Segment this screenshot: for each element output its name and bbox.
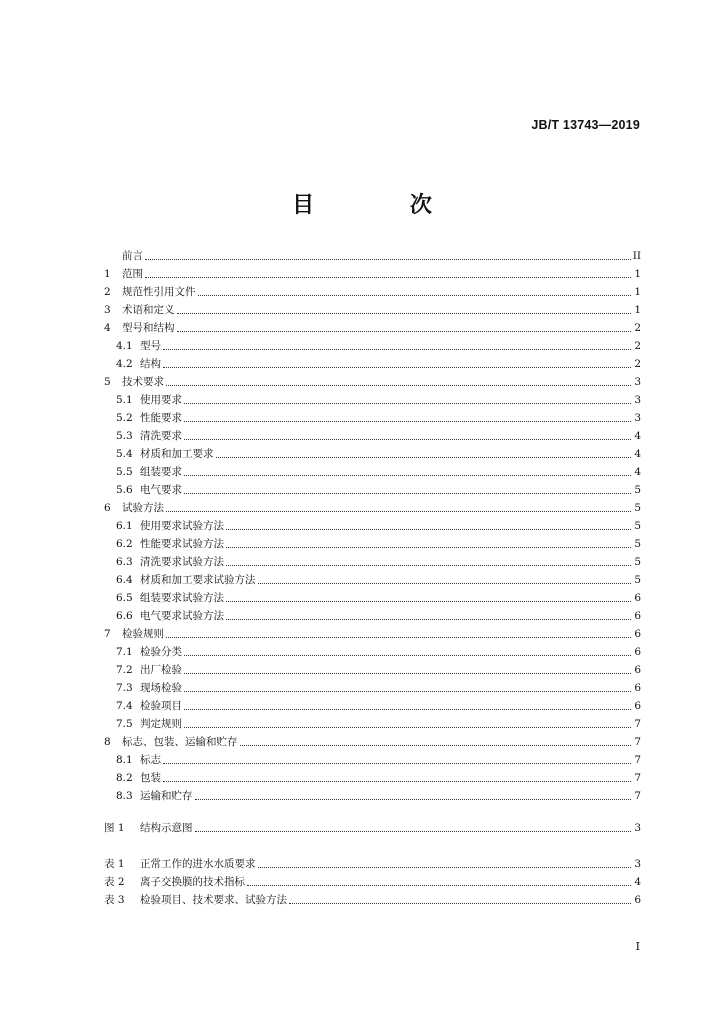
- toc-entry[interactable]: [116, 680, 641, 696]
- toc-entry-label: 术语和定义: [122, 304, 175, 316]
- tables-entry-label: 离子交换膜的技术指标: [140, 876, 245, 888]
- toc-entry-page: 1: [634, 268, 641, 280]
- tables-entry[interactable]: [104, 856, 641, 872]
- toc-entry[interactable]: [116, 482, 641, 498]
- toc-entry[interactable]: [116, 356, 641, 372]
- figures-entry-number: 图 1: [104, 822, 125, 834]
- toc-entry-label: 电气要求试验方法: [140, 610, 224, 622]
- toc-entry-label: 型号和结构: [122, 322, 175, 334]
- toc-entry-label: 标志: [140, 754, 161, 766]
- dot-leader: [258, 857, 632, 868]
- toc-entry[interactable]: [104, 266, 641, 282]
- toc-entry-label: 电气要求: [140, 484, 182, 496]
- toc-entry[interactable]: [116, 338, 641, 354]
- dot-leader: [184, 663, 631, 674]
- toc-entry-label: 组装要求试验方法: [140, 592, 224, 604]
- toc-entry[interactable]: [116, 698, 641, 714]
- toc-entry-number: 6.5: [116, 592, 133, 604]
- dot-leader: [184, 411, 631, 422]
- toc-entry[interactable]: [116, 446, 641, 462]
- toc-entry-number: 2: [104, 286, 111, 298]
- dot-leader: [226, 609, 631, 620]
- standard-code: JB/T 13743—2019: [531, 118, 640, 132]
- toc-entry-page: 5: [634, 484, 641, 496]
- tables-entry[interactable]: [104, 892, 641, 908]
- toc-entry-label: 检验分类: [140, 646, 182, 658]
- dot-leader: [184, 465, 631, 476]
- dot-leader: [195, 821, 632, 832]
- toc-entry-page: 5: [634, 556, 641, 568]
- toc-entry-label: 材质和加工要求试验方法: [140, 574, 256, 586]
- toc-entry[interactable]: [116, 770, 641, 786]
- toc-entry-page: 4: [634, 430, 641, 442]
- toc-entry-number: 6.3: [116, 556, 133, 568]
- toc-entry[interactable]: [116, 428, 641, 444]
- toc-entry-number: 5.5: [116, 466, 133, 478]
- dot-leader: [184, 393, 631, 404]
- toc-entry-number: 4.2: [116, 358, 133, 370]
- dot-leader: [166, 375, 631, 386]
- dot-leader: [163, 357, 631, 368]
- toc-entry-number: 7.2: [116, 664, 133, 676]
- dot-leader: [163, 771, 631, 782]
- toc-entry[interactable]: [104, 500, 641, 516]
- tables-entry[interactable]: [104, 874, 641, 890]
- toc-entry-label: 材质和加工要求: [140, 448, 214, 460]
- toc-entry-label: 包装: [140, 772, 161, 784]
- toc-entry-page: 6: [634, 646, 641, 658]
- dot-leader: [177, 303, 632, 314]
- toc-entry-label: 结构: [140, 358, 161, 370]
- toc-entry-page: 7: [634, 754, 641, 766]
- toc-entry-page: 2: [634, 322, 641, 334]
- toc-entry-number: 8.3: [116, 790, 133, 802]
- toc-entry[interactable]: [116, 590, 641, 606]
- dot-leader: [184, 645, 631, 656]
- toc-entry-label: 技术要求: [122, 376, 164, 388]
- toc-entry[interactable]: [116, 716, 641, 732]
- tables-entry-label: 正常工作的进水水质要求: [140, 858, 256, 870]
- toc-entry-label: 出厂检验: [140, 664, 182, 676]
- toc-entry[interactable]: [116, 554, 641, 570]
- toc-entry[interactable]: [104, 734, 641, 750]
- toc-entry[interactable]: [116, 752, 641, 768]
- dot-leader: [247, 875, 631, 886]
- toc-entry-number: 5.2: [116, 412, 133, 424]
- toc-entry-number: 4: [104, 322, 111, 334]
- dot-leader: [145, 249, 631, 260]
- toc-entry-page: 6: [634, 628, 641, 640]
- toc-entry-label: 型号: [140, 340, 161, 352]
- tables-entry-page: 6: [634, 894, 641, 906]
- toc-entry-number: 3: [104, 304, 111, 316]
- toc-entry[interactable]: [104, 626, 641, 642]
- toc-entry-number: 5.4: [116, 448, 133, 460]
- tables-entry-number: 表 1: [104, 858, 125, 870]
- toc-entry-page: 6: [634, 682, 641, 694]
- toc-entry-page: 5: [634, 502, 641, 514]
- dot-leader: [289, 893, 631, 904]
- dot-leader: [184, 483, 631, 494]
- toc-entry-number: 8.2: [116, 772, 133, 784]
- toc-entry-label: 判定规则: [140, 718, 182, 730]
- toc-entry-label: 组装要求: [140, 466, 182, 478]
- dot-leader: [240, 735, 632, 746]
- dot-leader: [184, 699, 631, 710]
- tables-entry-number: 表 2: [104, 876, 125, 888]
- page-title: 目 次: [292, 193, 476, 218]
- toc-entry-label: 使用要求: [140, 394, 182, 406]
- toc-entry-number: 4.1: [116, 340, 133, 352]
- toc-entry[interactable]: [104, 320, 641, 336]
- tables-entry-page: 4: [634, 876, 641, 888]
- toc-entry-label: 运输和贮存: [140, 790, 193, 802]
- toc-entry-number: 5.6: [116, 484, 133, 496]
- dot-leader: [226, 519, 631, 530]
- toc-entry-label: 检验规则: [122, 628, 164, 640]
- tables-entry-number: 表 3: [104, 894, 125, 906]
- toc-entry[interactable]: [104, 302, 641, 318]
- dot-leader: [184, 681, 631, 692]
- tables-entry-label: 检验项目、技术要求、试验方法: [140, 894, 287, 906]
- toc-entry-label: 前言: [122, 250, 143, 262]
- toc-entry-number: 6: [104, 502, 111, 514]
- figures-entry[interactable]: [104, 820, 641, 836]
- toc-entry-number: 6.1: [116, 520, 133, 532]
- toc-entry-page: 4: [634, 448, 641, 460]
- toc-entry-page: 1: [634, 304, 641, 316]
- dot-leader: [198, 285, 632, 296]
- figures-entry-label: 结构示意图: [140, 822, 193, 834]
- figures-entry-page: 3: [634, 822, 641, 834]
- toc-entry-page: 5: [634, 574, 641, 586]
- toc-entry[interactable]: [116, 662, 641, 678]
- dot-leader: [184, 717, 631, 728]
- toc-entry-label: 现场检验: [140, 682, 182, 694]
- toc-entry-page: 6: [634, 664, 641, 676]
- toc-entry[interactable]: [116, 392, 641, 408]
- dot-leader: [163, 753, 631, 764]
- page-number: I: [635, 940, 640, 953]
- toc-entry-number: 7.3: [116, 682, 133, 694]
- toc-entry-page: 5: [634, 520, 641, 532]
- toc-entry[interactable]: [116, 536, 641, 552]
- toc-entry-number: 7.1: [116, 646, 133, 658]
- toc-entry-label: 清洗要求试验方法: [140, 556, 224, 568]
- toc-entry-number: 6.4: [116, 574, 133, 586]
- toc-entry-label: 性能要求试验方法: [140, 538, 224, 550]
- toc-entry-page: 6: [634, 610, 641, 622]
- dot-leader: [258, 573, 632, 584]
- toc-entry-number: 5.3: [116, 430, 133, 442]
- dot-leader: [195, 789, 632, 800]
- toc-entry-page: 3: [634, 376, 641, 388]
- dot-leader: [226, 555, 631, 566]
- dot-leader: [226, 537, 631, 548]
- toc-entry-label: 标志、包装、运输和贮存: [122, 736, 238, 748]
- toc-entry-page: 7: [634, 736, 641, 748]
- tables-entry-page: 3: [634, 858, 641, 870]
- toc-entry-number: 7: [104, 628, 111, 640]
- toc-entry[interactable]: [116, 608, 641, 624]
- toc-entry-page: 5: [634, 538, 641, 550]
- dot-leader: [177, 321, 632, 332]
- toc-entry[interactable]: [104, 284, 641, 300]
- toc-entry-number: 5: [104, 376, 111, 388]
- dot-leader: [166, 501, 631, 512]
- toc-entry[interactable]: [104, 374, 641, 390]
- toc-entry-label: 清洗要求: [140, 430, 182, 442]
- dot-leader: [163, 339, 631, 350]
- toc-entry-page: 3: [634, 394, 641, 406]
- toc-entry-number: 8: [104, 736, 111, 748]
- toc-entry[interactable]: [116, 518, 641, 534]
- toc-entry[interactable]: [116, 788, 641, 804]
- toc-entry[interactable]: [116, 644, 641, 660]
- toc-entry[interactable]: [116, 410, 641, 426]
- toc-entry-label: 范围: [122, 268, 143, 280]
- toc-entry-page: 7: [634, 718, 641, 730]
- toc-entry-label: 使用要求试验方法: [140, 520, 224, 532]
- dot-leader: [145, 267, 631, 278]
- toc-entry-page: 2: [634, 358, 641, 370]
- toc-entry-number: 7.4: [116, 700, 133, 712]
- toc-entry-page: 6: [634, 592, 641, 604]
- toc-entry[interactable]: [104, 248, 641, 264]
- toc-entry-page: II: [632, 250, 641, 262]
- toc-entry[interactable]: [116, 572, 641, 588]
- toc-entry-label: 规范性引用文件: [122, 286, 196, 298]
- toc-entry-label: 性能要求: [140, 412, 182, 424]
- toc-entry[interactable]: [116, 464, 641, 480]
- dot-leader: [166, 627, 631, 638]
- toc-entry-number: 8.1: [116, 754, 133, 766]
- toc-entry-number: 6.2: [116, 538, 133, 550]
- toc-entry-page: 7: [634, 790, 641, 802]
- toc-entry-page: 6: [634, 700, 641, 712]
- toc-entry-page: 4: [634, 466, 641, 478]
- toc-entry-page: 1: [634, 286, 641, 298]
- toc-entry-number: 6.6: [116, 610, 133, 622]
- toc-entry-label: 试验方法: [122, 502, 164, 514]
- toc-entry-number: 7.5: [116, 718, 133, 730]
- toc-entry-page: 2: [634, 340, 641, 352]
- toc-entry-page: 7: [634, 772, 641, 784]
- dot-leader: [216, 447, 632, 458]
- dot-leader: [184, 429, 631, 440]
- toc-entry-label: 检验项目: [140, 700, 182, 712]
- toc-entry-number: 5.1: [116, 394, 133, 406]
- dot-leader: [226, 591, 631, 602]
- toc-entry-number: 1: [104, 268, 111, 280]
- toc-entry-page: 3: [634, 412, 641, 424]
